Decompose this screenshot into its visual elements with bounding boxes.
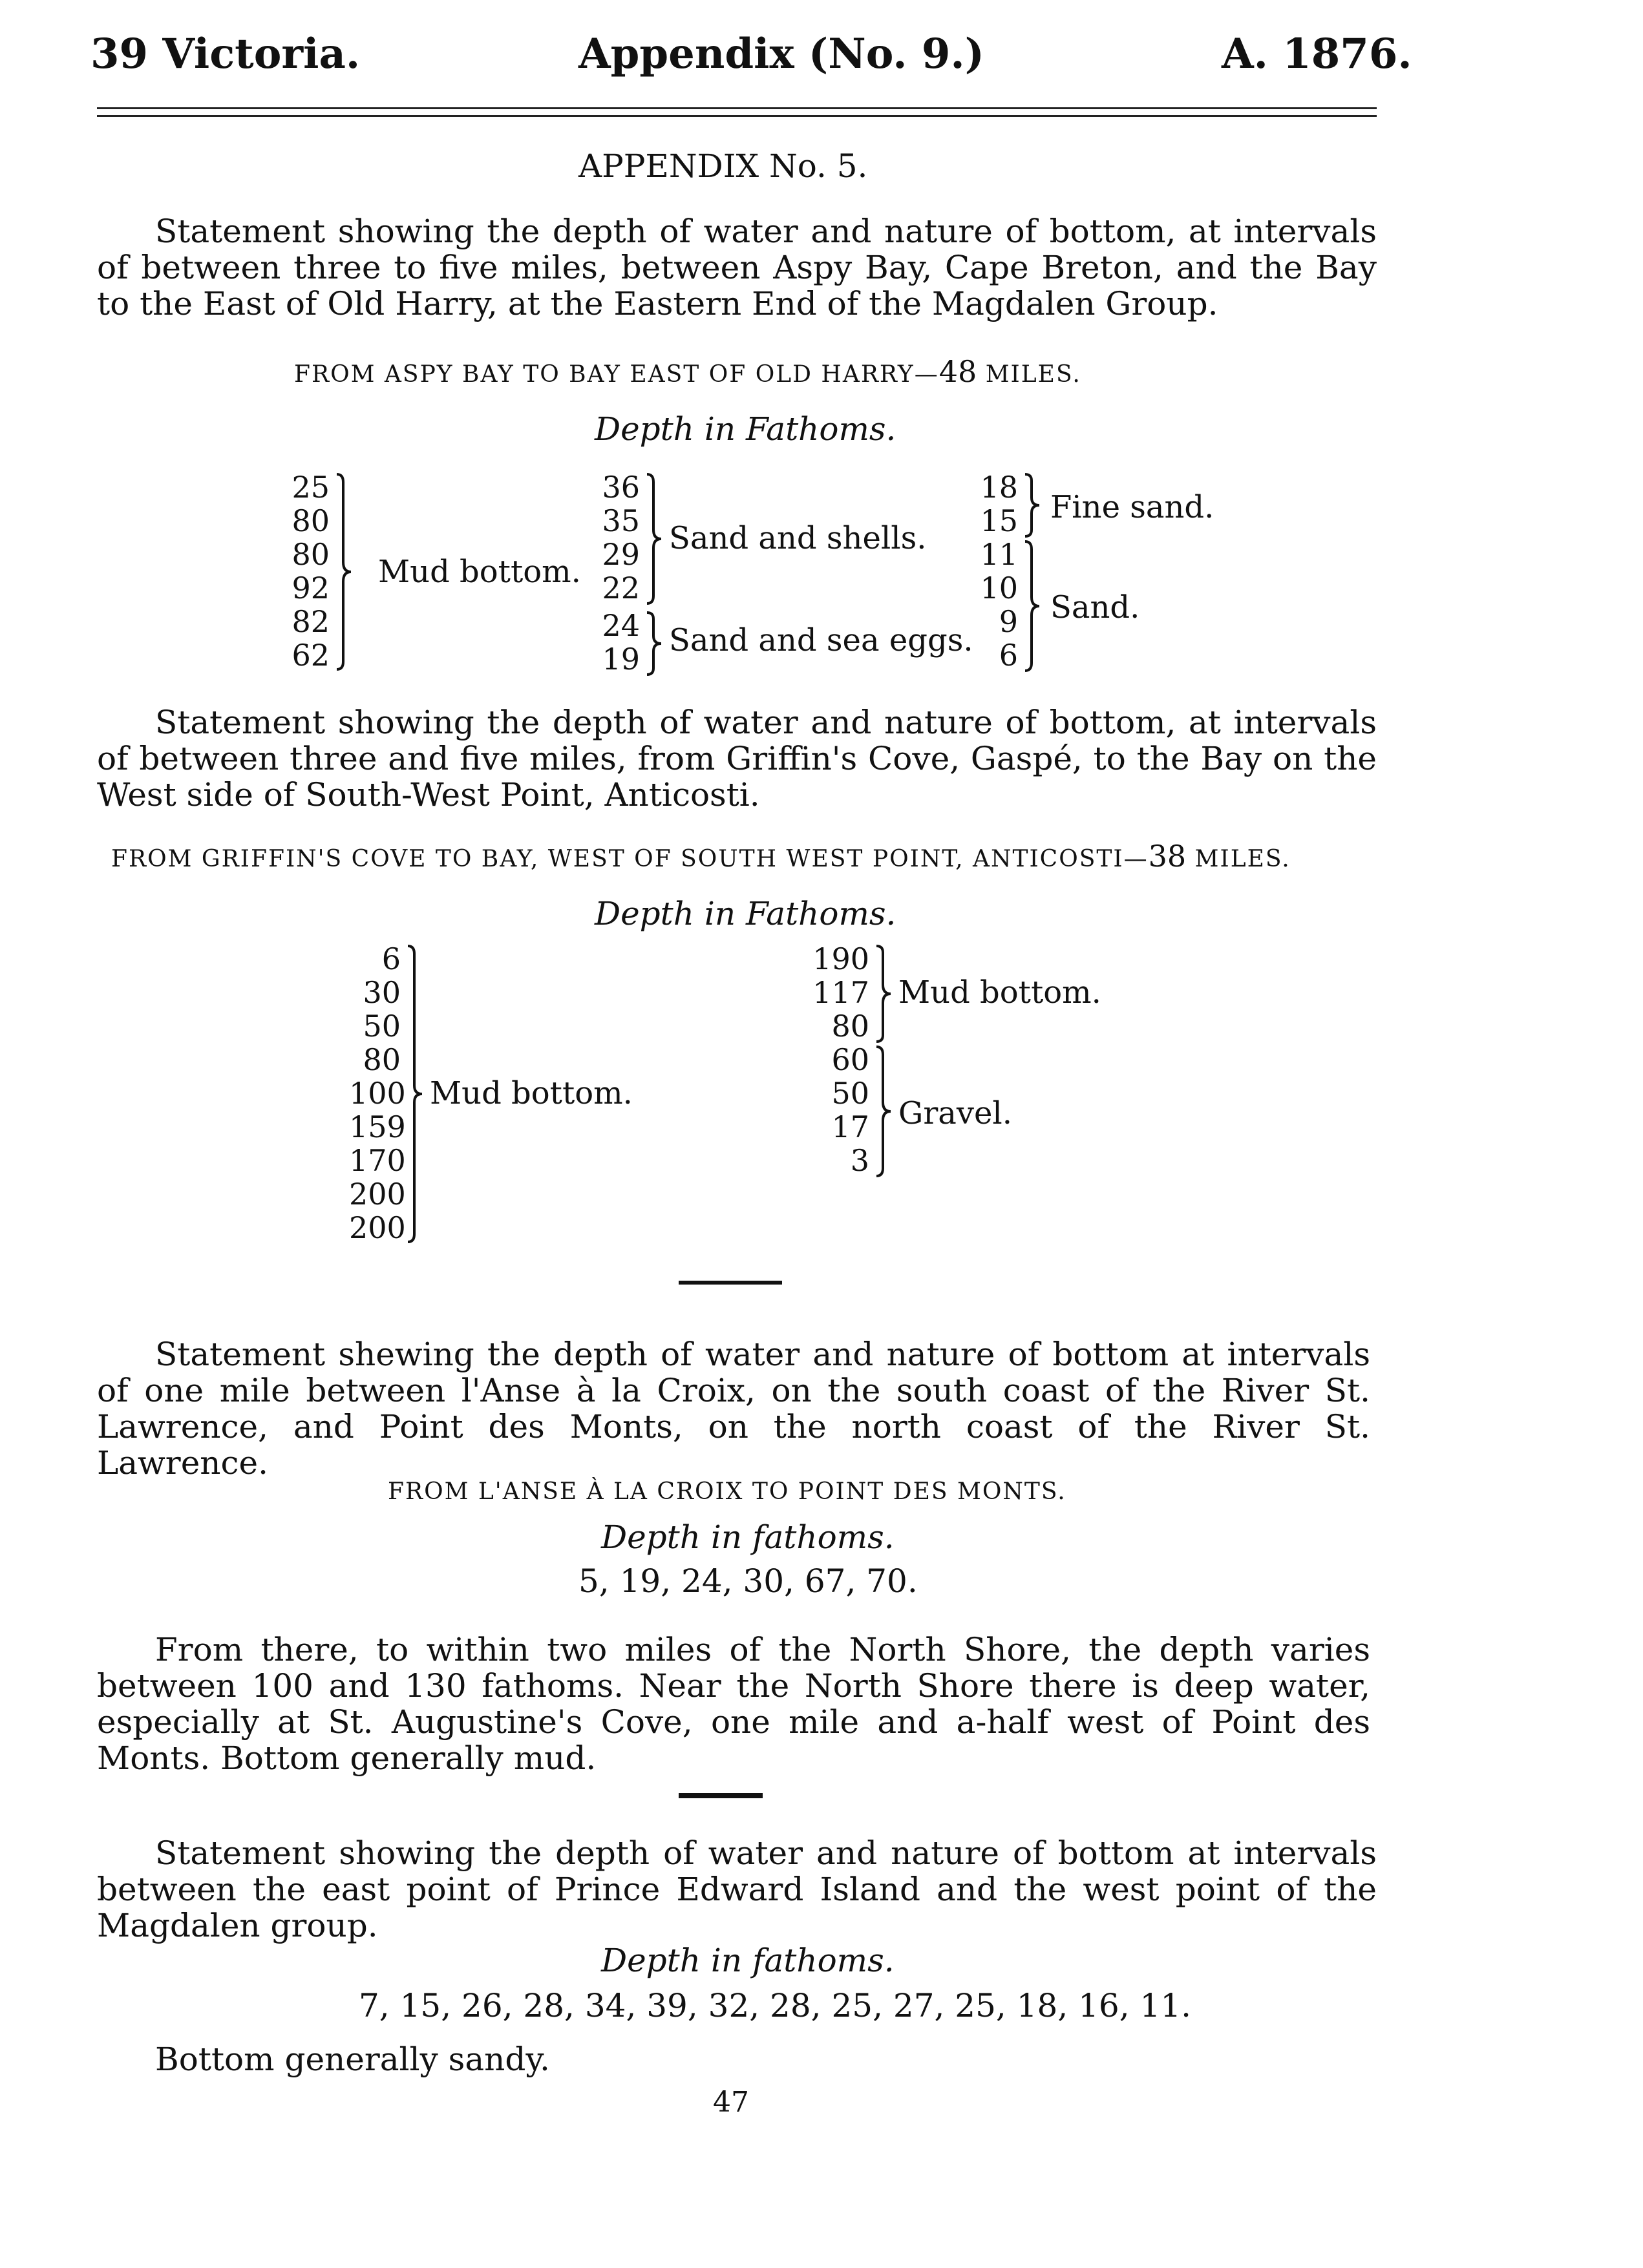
s1-c1-label: Mud bottom. <box>378 554 581 590</box>
s1-c3a-label: Fine sand. <box>1050 489 1214 525</box>
section2-route <box>111 839 1291 874</box>
s1-c2b-label: Sand and sea eggs. <box>669 622 973 658</box>
section-divider-1 <box>679 1281 782 1285</box>
section2-route-unit: MILES. <box>1194 846 1291 872</box>
page-title: APPENDIX No. 5. <box>578 147 868 185</box>
s1-c3b-depth-3: 6 <box>999 638 1018 673</box>
s1-c2a-depth-1: 35 <box>602 503 640 538</box>
section1-route-unit: MILES. <box>985 361 1081 388</box>
s1-c1-depth-1: 80 <box>292 503 330 538</box>
section3-depths: 5, 19, 24, 30, 67, 70. <box>578 1562 918 1600</box>
section2-depth-heading: Depth in Fathoms. <box>595 895 896 932</box>
s2-c2b-depth-1: 50 <box>831 1076 869 1111</box>
s1-c3b-depth-1: 10 <box>980 571 1018 605</box>
s1-c1-depth-0: 25 <box>292 470 330 505</box>
header-rule-top <box>97 107 1377 109</box>
s1-c3a-depth-1: 15 <box>980 503 1018 538</box>
section4-intro: Statement showing the depth of water and nature of bottom at intervals between the east point of Prince Edward Island and the west point of the Magdalen group. <box>97 1834 1377 1944</box>
s2-c1-depth-8: 200 <box>349 1210 406 1245</box>
s2-c2a-depth-0: 190 <box>812 941 869 976</box>
s2-c2b-depth-2: 17 <box>831 1109 869 1144</box>
s2-c2b-label: Gravel. <box>898 1095 1013 1131</box>
header-session: 39 Victoria. <box>90 30 361 78</box>
s1-c3b-depth-2: 9 <box>999 604 1018 639</box>
page-number: 47 <box>713 2086 749 2119</box>
s1-c3b-brace <box>1021 539 1054 673</box>
s1-c1-brace <box>333 472 365 672</box>
section4-depth-heading: Depth in fathoms. <box>601 1942 895 1979</box>
s2-c1-label: Mud bottom. <box>430 1075 633 1111</box>
header-appendix: Appendix (No. 9.) <box>578 30 984 78</box>
section3-depth-heading: Depth in fathoms. <box>601 1518 895 1556</box>
s1-c1-depth-4: 82 <box>292 604 330 639</box>
s1-c3a-depth-0: 18 <box>980 470 1018 505</box>
s2-c2a-depth-1: 117 <box>812 975 869 1010</box>
section1-depth-heading: Depth in Fathoms. <box>595 410 896 448</box>
section1-route-miles: 48 <box>938 354 977 389</box>
s1-c2b-depth-0: 24 <box>602 608 640 643</box>
s2-c1-depth-7: 200 <box>349 1177 406 1212</box>
s2-c2a-label: Mud bottom. <box>898 974 1101 1011</box>
s1-c2a-depth-3: 22 <box>602 571 640 605</box>
section2-intro: Statement showing the depth of water and nature of bottom, at intervals of between three and five miles, from Griffin's Cove, Gaspé, to the Bay on the West side of South-West Point, Anticosti. <box>97 704 1377 814</box>
section1-intro: Statement showing the depth of water and nature of bottom, at intervals of between three to five miles, between Aspy Bay, Cape Breton, and the Bay to the East of Old Harry, at the Eastern End of the Magdalen Group. <box>97 213 1377 322</box>
header-rule-bottom <box>97 115 1377 117</box>
s2-c1-depth-1: 30 <box>363 975 401 1010</box>
section4-depths: 7, 15, 26, 28, 34, 39, 32, 28, 25, 27, 25, 18, 16, 11. <box>359 1987 1192 2024</box>
s1-c2a-depth-0: 36 <box>602 470 640 505</box>
section4-note: Bottom generally sandy. <box>155 2041 550 2078</box>
section2-route-miles: 38 <box>1148 839 1187 874</box>
header-year: A. 1876. <box>1222 30 1412 78</box>
s1-c3b-label: Sand. <box>1050 589 1140 625</box>
section2-route-text: FROM GRIFFIN'S COVE TO BAY, WEST OF SOUTH WEST POINT, ANTICOSTI— <box>111 846 1149 872</box>
s2-c1-depth-2: 50 <box>363 1009 401 1044</box>
s2-c1-depth-0: 6 <box>381 941 401 976</box>
s1-c1-depth-3: 92 <box>292 571 330 605</box>
s1-c1-depth-5: 62 <box>292 638 330 673</box>
s2-c1-depth-4: 100 <box>349 1076 406 1111</box>
section1-route <box>294 354 1081 389</box>
s1-c2b-depth-1: 19 <box>602 642 640 677</box>
s1-c2a-depth-2: 29 <box>602 537 640 572</box>
section3-intro: Statement shewing the depth of water and nature of bottom at intervals of one mile between l'Anse à la Croix, on the south coast of the River St. Lawrence, and Point des Monts, on the north coast of the River St. Lawrence. <box>97 1336 1370 1482</box>
section-divider-2 <box>679 1793 763 1798</box>
s2-c2a-depth-2: 80 <box>831 1009 869 1044</box>
s2-c2b-depth-3: 3 <box>850 1143 869 1178</box>
s1-c3a-brace <box>1021 472 1054 539</box>
s1-c1-depth-2: 80 <box>292 537 330 572</box>
s2-c1-depth-6: 170 <box>349 1143 406 1178</box>
s2-c2b-depth-0: 60 <box>831 1042 869 1077</box>
s1-c3b-depth-0: 11 <box>980 537 1018 572</box>
s2-c1-depth-3: 80 <box>363 1042 401 1077</box>
s1-c2a-label: Sand and shells. <box>669 520 927 556</box>
section3-note: From there, to within two miles of the North Shore, the depth varies between 100 and 130 fathoms. Near the North Shore there is deep water, especially at St. Augustine's Cove, one mile and a-half west of Point des Monts. Bottom generally mud. <box>97 1631 1370 1777</box>
section1-route-text: FROM ASPY BAY TO BAY EAST OF OLD HARRY— <box>294 361 939 388</box>
section3-route: FROM L'ANSE À LA CROIX TO POINT DES MONTS. <box>388 1478 1066 1505</box>
s2-c1-depth-5: 159 <box>349 1109 406 1144</box>
